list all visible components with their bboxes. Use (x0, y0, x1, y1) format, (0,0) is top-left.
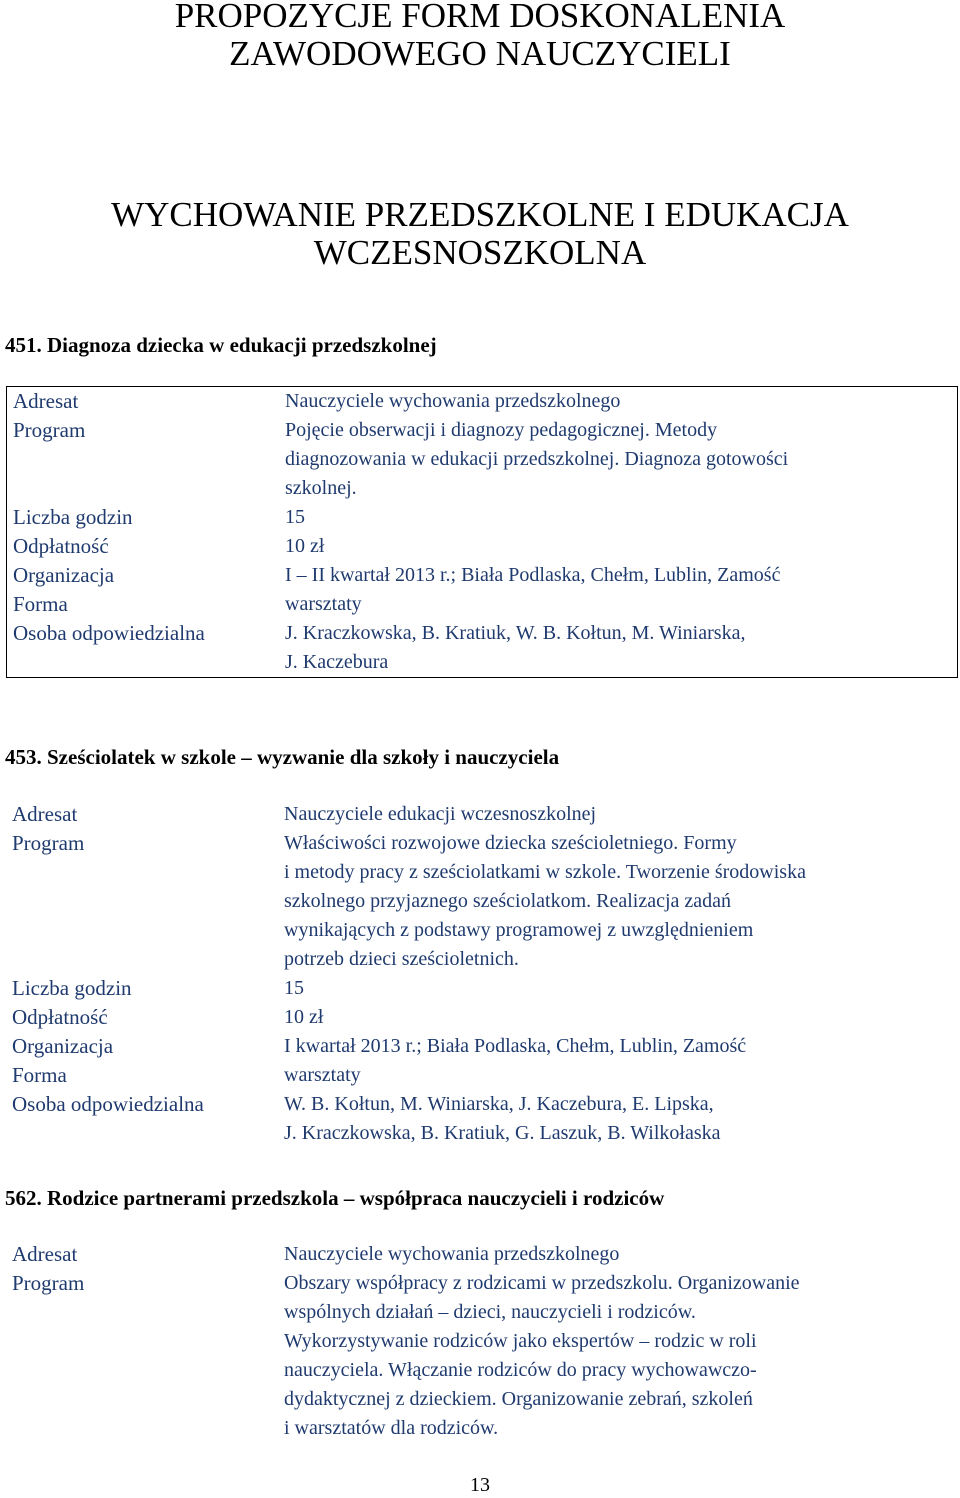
row-odplatnosc (7, 532, 957, 561)
course-table-453 (6, 800, 958, 1148)
course-number: 451. (5, 333, 42, 357)
row-label: Liczba godzin (13, 505, 133, 529)
program-line: dydaktycznej z dzieckiem. Organizowanie zebrań, szkoleń (284, 1388, 753, 1410)
row-organizacja (6, 1032, 958, 1061)
row-label: Odpłatność (12, 1005, 108, 1029)
row-program (6, 1269, 958, 1443)
course-title: Sześciolatek w szkole – wyzwanie dla szkoły i nauczyciela (47, 745, 560, 769)
row-label: Organizacja (12, 1034, 114, 1058)
row-label: Program (12, 1271, 85, 1295)
row-adresat (6, 1240, 958, 1269)
osoba-line: J. Kaczebura (285, 651, 389, 673)
program-line: Pojęcie obserwacji i diagnozy pedagogicznej. Metody (285, 419, 718, 441)
program-line: szkolnej. (285, 477, 357, 499)
program-line: Obszary współpracy z rodzicami w przedszkolu. Organizowanie (284, 1272, 800, 1294)
row-value: I kwartał 2013 r.; Biała Podlaska, Chełm, Lublin, Zamość (284, 1035, 747, 1057)
course-heading-453 (5, 744, 559, 770)
row-osoba-odpowiedzialna (7, 619, 957, 677)
row-value: warsztaty (285, 593, 362, 615)
row-value: 15 (284, 977, 304, 999)
row-label: Program (12, 831, 85, 855)
row-value: I – II kwartał 2013 r.; Biała Podlaska, Chełm, Lublin, Zamość (285, 564, 781, 586)
row-value (269, 619, 957, 677)
row-label: Forma (12, 1063, 67, 1087)
course-table-562 (6, 1240, 958, 1443)
page-number: 13 (470, 1474, 490, 1496)
row-label: Osoba odpowiedzialna (13, 621, 205, 645)
course-heading-451 (5, 332, 437, 358)
row-label: Adresat (12, 1242, 78, 1266)
row-value (268, 829, 958, 974)
row-program (6, 829, 958, 974)
row-label: Liczba godzin (12, 976, 132, 1000)
course-number: 453. (5, 745, 42, 769)
row-osoba-odpowiedzialna (6, 1090, 958, 1148)
section-title (0, 196, 960, 272)
program-line: wynikających z podstawy programowej z uwzględnieniem (284, 919, 754, 941)
row-liczba-godzin (7, 503, 957, 532)
program-line: potrzeb dzieci sześcioletnich. (284, 948, 519, 970)
osoba-line: J. Kraczkowska, B. Kratiuk, W. B. Kołtun, M. Winiarska, (285, 622, 746, 644)
program-line: wspólnych działań – dzieci, nauczycieli i rodziców. (284, 1301, 696, 1323)
row-label: Organizacja (13, 563, 115, 587)
course-heading-562 (5, 1185, 664, 1211)
program-line: szkolnego przyjaznego sześciolatkom. Realizacja zadań (284, 890, 732, 912)
document-title-line-2: ZAWODOWEGO NAUCZYCIELI (229, 34, 731, 73)
row-adresat (7, 387, 957, 416)
course-table-451 (6, 386, 958, 678)
row-odplatnosc (6, 1003, 958, 1032)
row-liczba-godzin (6, 974, 958, 1003)
row-program (7, 416, 957, 503)
row-value: Nauczyciele wychowania przedszkolnego (284, 1243, 620, 1265)
program-line: i warsztatów dla rodziców. (284, 1417, 499, 1439)
row-value: 15 (285, 506, 305, 528)
row-label: Osoba odpowiedzialna (12, 1092, 204, 1116)
row-value (268, 1269, 958, 1443)
row-label: Adresat (13, 389, 79, 413)
program-line: diagnozowania w edukacji przedszkolnej. Diagnoza gotowości (285, 448, 789, 470)
row-label: Odpłatność (13, 534, 109, 558)
row-forma (6, 1061, 958, 1090)
row-value: Nauczyciele wychowania przedszkolnego (285, 390, 621, 412)
row-organizacja (7, 561, 957, 590)
program-line: Właściwości rozwojowe dziecka sześcioletniego. Formy (284, 832, 737, 854)
row-adresat (6, 800, 958, 829)
course-title: Rodzice partnerami przedszkola – współpraca nauczycieli i rodziców (47, 1186, 665, 1210)
row-value: Nauczyciele edukacji wczesnoszkolnej (284, 803, 597, 825)
document-title-line-1: PROPOZYCJE FORM DOSKONALENIA (174, 0, 786, 35)
document-title (0, 0, 960, 73)
program-line: i metody pracy z sześciolatkami w szkole. Tworzenie środowiska (284, 861, 806, 883)
course-title: Diagnoza dziecka w edukacji przedszkolnej (47, 333, 437, 357)
section-title-line-2: WCZESNOSZKOLNA (313, 233, 647, 272)
osoba-line: W. B. Kołtun, M. Winiarska, J. Kaczebura, E. Lipska, (284, 1093, 714, 1115)
row-value (268, 1090, 958, 1148)
row-label: Adresat (12, 802, 78, 826)
program-line: nauczyciela. Włączanie rodziców do pracy wychowawczo- (284, 1359, 757, 1381)
row-value (269, 416, 957, 503)
row-forma (7, 590, 957, 619)
section-title-line-1: WYCHOWANIE PRZEDSZKOLNE I EDUKACJA (111, 195, 849, 234)
row-label: Forma (13, 592, 68, 616)
osoba-line: J. Kraczkowska, B. Kratiuk, G. Laszuk, B. Wilkołaska (284, 1122, 721, 1144)
row-value: 10 zł (284, 1006, 324, 1028)
course-number: 562. (5, 1186, 42, 1210)
row-label: Program (13, 418, 86, 442)
row-value: 10 zł (285, 535, 325, 557)
program-line: Wykorzystywanie rodziców jako ekspertów – rodzic w roli (284, 1330, 757, 1352)
row-value: warsztaty (284, 1064, 361, 1086)
